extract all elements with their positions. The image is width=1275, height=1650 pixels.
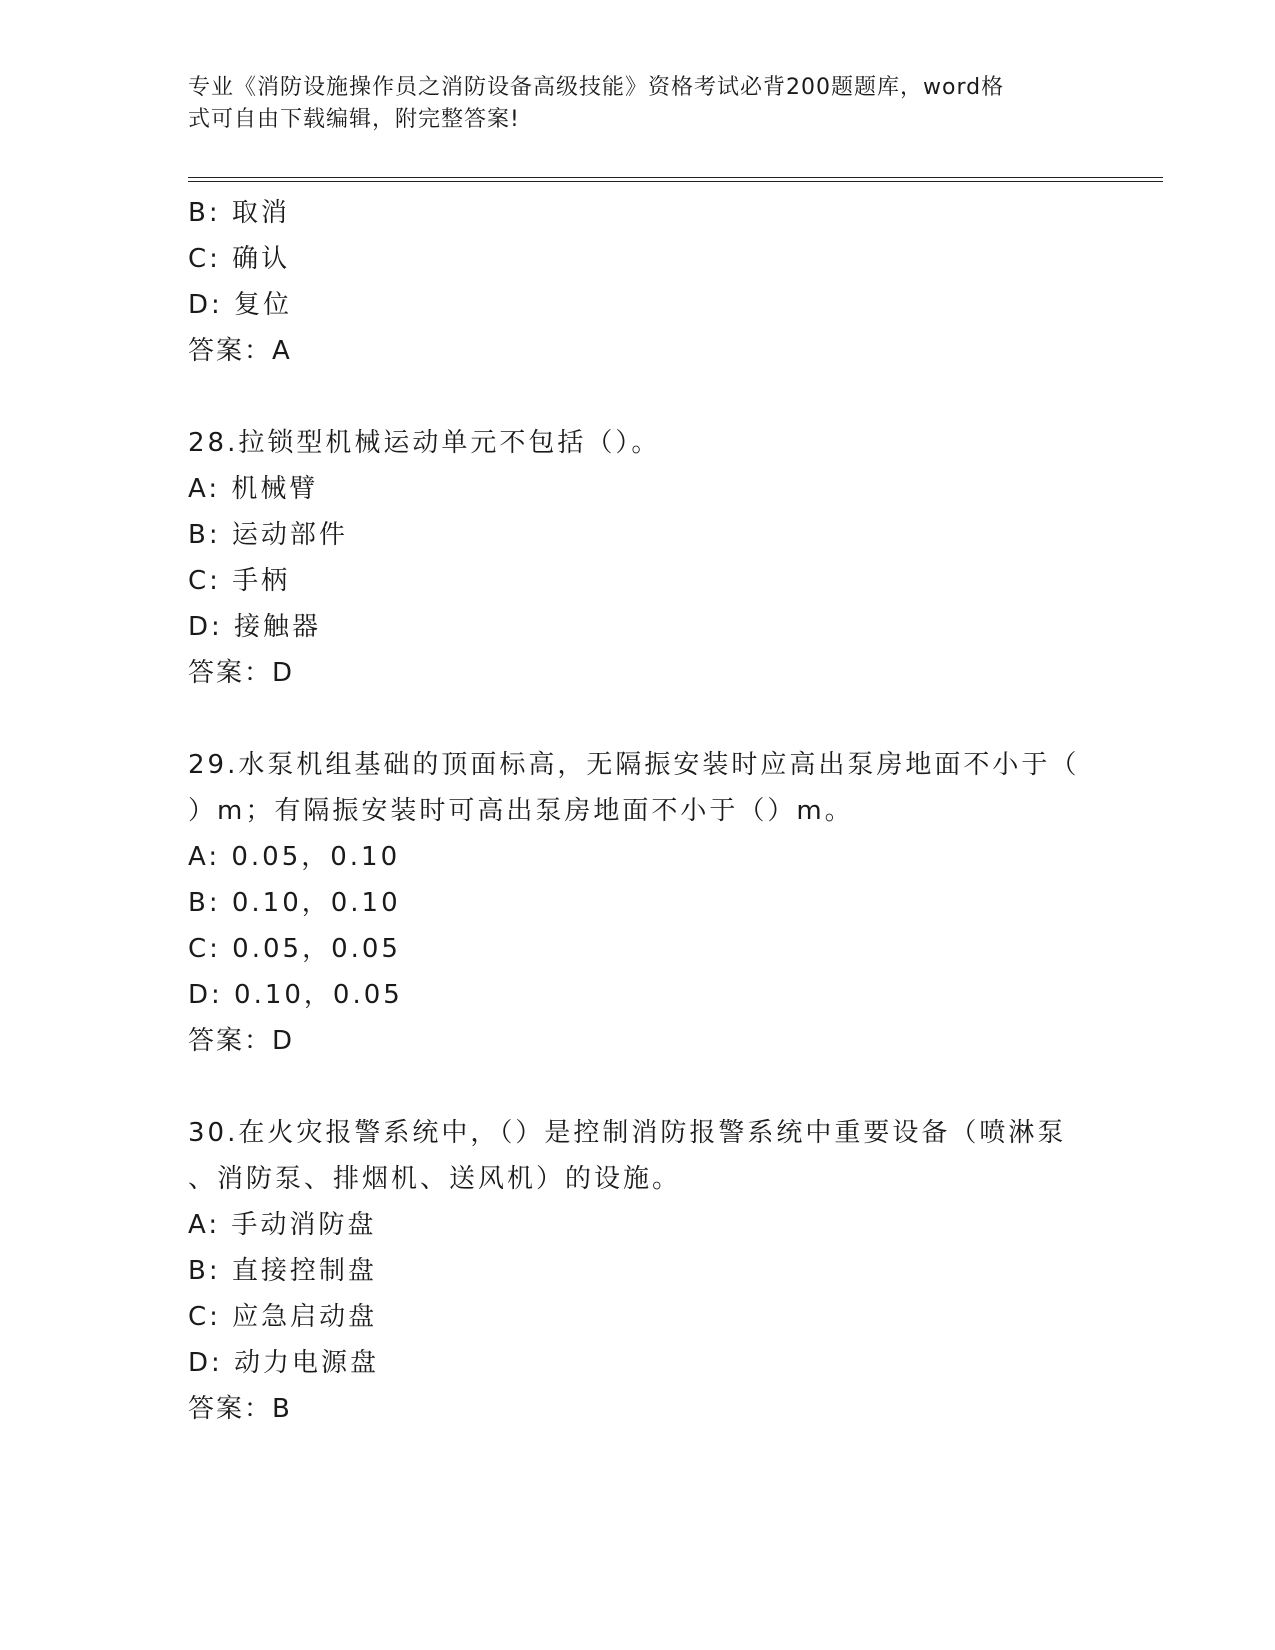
question-stem: 30.在火灾报警系统中，（）是控制消防报警系统中重要设备（喷淋泵 (188, 1118, 1067, 1148)
question-stem: 29.水泵机组基础的顶面标高，无隔振安装时应高出泵房地面不小于（ (188, 750, 1080, 780)
spacer (188, 1064, 1088, 1110)
question-29 (188, 742, 1088, 1064)
option-a: A: 0.05，0.10 (188, 842, 401, 872)
question-27-continued (188, 190, 1088, 374)
header-line-1: 专业《消防设施操作员之消防设备高级技能》资格考试必背200题题库，word格 (188, 75, 1005, 100)
spacer (188, 374, 1088, 420)
question-stem-continued: 、消防泵、排烟机、送风机）的设施。 (188, 1164, 682, 1194)
option-c: C: 确认 (188, 244, 291, 274)
option-d: D: 0.10，0.05 (188, 980, 403, 1010)
answer-line: 答案：A (188, 336, 292, 366)
option-b: B: 取消 (188, 198, 290, 228)
option-a: A: 手动消防盘 (188, 1210, 377, 1240)
option-d: D: 接触器 (188, 612, 322, 642)
question-28 (188, 420, 1088, 696)
question-content (188, 190, 1088, 1432)
page-header (188, 72, 1068, 136)
option-b: B: 运动部件 (188, 520, 348, 550)
header-line-2: 式可自由下载编辑，附完整答案! (188, 107, 520, 132)
option-c: C: 手柄 (188, 566, 291, 596)
question-30 (188, 1110, 1088, 1432)
answer-line: 答案：D (188, 1026, 295, 1056)
option-c: C: 应急启动盘 (188, 1302, 378, 1332)
option-d: D: 动力电源盘 (188, 1348, 380, 1378)
option-c: C: 0.05，0.05 (188, 934, 401, 964)
option-b: B: 0.10，0.10 (188, 888, 401, 918)
option-b: B: 直接控制盘 (188, 1256, 377, 1286)
option-d: D: 复位 (188, 290, 293, 320)
header-double-rule (188, 177, 1163, 182)
question-stem-continued: ）m；有隔振安装时可高出泵房地面不小于（）m。 (188, 796, 854, 826)
option-a: A: 机械臂 (188, 474, 319, 504)
answer-line: 答案：B (188, 1394, 292, 1424)
question-stem: 28.拉锁型机械运动单元不包括（）。 (188, 428, 661, 458)
spacer (188, 696, 1088, 742)
answer-line: 答案：D (188, 658, 295, 688)
